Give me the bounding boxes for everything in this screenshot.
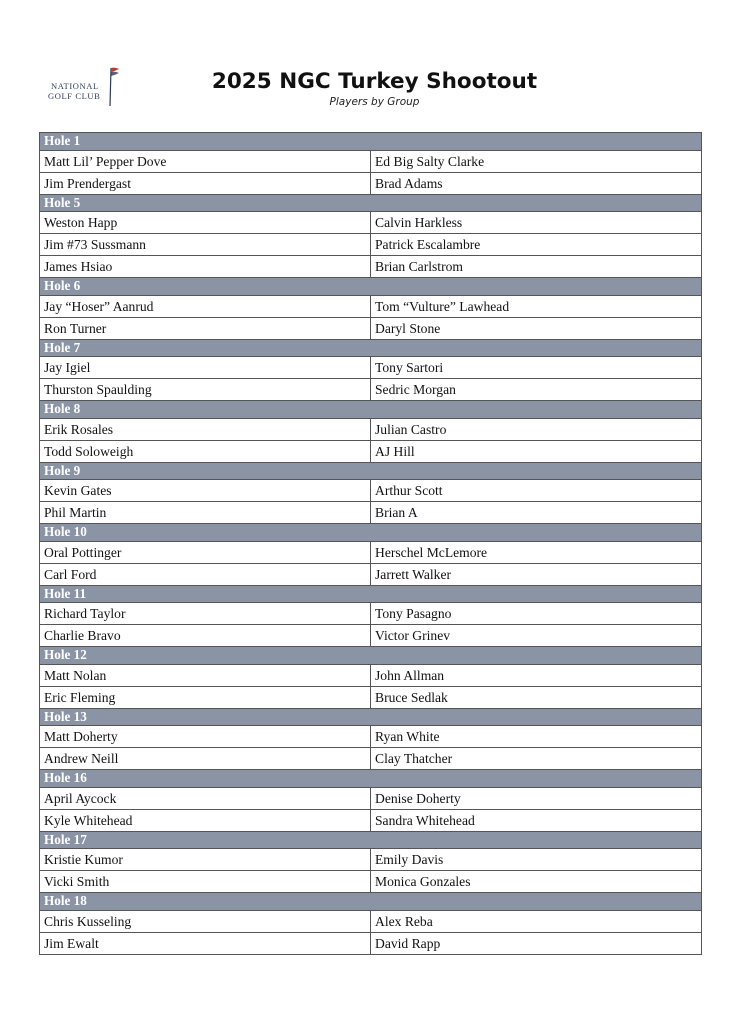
player-left: Todd Soloweigh xyxy=(40,440,371,462)
player-right: John Allman xyxy=(371,664,702,686)
player-left: Kyle Whitehead xyxy=(40,809,371,831)
player-left: Jim Ewalt xyxy=(40,932,371,954)
player-left: Jim #73 Sussmann xyxy=(40,234,371,256)
hole-label: Hole 7 xyxy=(40,339,702,357)
hole-header-row xyxy=(40,647,702,665)
player-pair-row xyxy=(40,440,702,462)
player-left: Matt Doherty xyxy=(40,726,371,748)
player-left: Chris Kusseling xyxy=(40,910,371,932)
hole-header-row xyxy=(40,585,702,603)
player-left: Erik Rosales xyxy=(40,418,371,440)
hole-label: Hole 12 xyxy=(40,647,702,665)
player-right: Ed Big Salty Clarke xyxy=(371,150,702,172)
hole-label: Hole 9 xyxy=(40,462,702,480)
hole-label: Hole 6 xyxy=(40,278,702,296)
player-pair-row xyxy=(40,563,702,585)
player-pair-row xyxy=(40,502,702,524)
player-pair-row xyxy=(40,379,702,401)
player-right: Jarrett Walker xyxy=(371,563,702,585)
player-right: Calvin Harkless xyxy=(371,212,702,234)
player-right: Tom “Vulture” Lawhead xyxy=(371,295,702,317)
player-pair-row xyxy=(40,418,702,440)
hole-header-row xyxy=(40,401,702,419)
player-pair-row xyxy=(40,317,702,339)
player-left: Matt Lil’ Pepper Dove xyxy=(40,150,371,172)
player-right: Brian A xyxy=(371,502,702,524)
hole-label: Hole 18 xyxy=(40,893,702,911)
player-pair-row xyxy=(40,603,702,625)
groups-table xyxy=(39,132,702,955)
hole-header-row xyxy=(40,194,702,212)
player-left: Andrew Neill xyxy=(40,748,371,770)
player-pair-row xyxy=(40,150,702,172)
player-left: Carl Ford xyxy=(40,563,371,585)
player-pair-row xyxy=(40,871,702,893)
hole-label: Hole 13 xyxy=(40,708,702,726)
player-pair-row xyxy=(40,625,702,647)
player-right: Ryan White xyxy=(371,726,702,748)
hole-header-row xyxy=(40,462,702,480)
player-left: Richard Taylor xyxy=(40,603,371,625)
player-right: Bruce Sedlak xyxy=(371,686,702,708)
player-left: Jay “Hoser” Aanrud xyxy=(40,295,371,317)
player-pair-row xyxy=(40,172,702,194)
player-right: Monica Gonzales xyxy=(371,871,702,893)
player-pair-row xyxy=(40,212,702,234)
player-pair-row xyxy=(40,787,702,809)
player-left: April Aycock xyxy=(40,787,371,809)
player-left: Kristie Kumor xyxy=(40,849,371,871)
hole-header-row xyxy=(40,278,702,296)
player-left: Vicki Smith xyxy=(40,871,371,893)
hole-header-row xyxy=(40,708,702,726)
player-left: Ron Turner xyxy=(40,317,371,339)
player-pair-row xyxy=(40,295,702,317)
page-title: 2025 NGC Turkey Shootout xyxy=(211,69,538,94)
hole-label: Hole 8 xyxy=(40,401,702,419)
player-right: Tony Sartori xyxy=(371,357,702,379)
player-left: Kevin Gates xyxy=(40,480,371,502)
player-pair-row xyxy=(40,849,702,871)
hole-label: Hole 10 xyxy=(40,524,702,542)
player-right: Patrick Escalambre xyxy=(371,234,702,256)
player-pair-row xyxy=(40,932,702,954)
player-right: Brian Carlstrom xyxy=(371,256,702,278)
player-right: Alex Reba xyxy=(371,910,702,932)
player-pair-row xyxy=(40,686,702,708)
player-left: Charlie Bravo xyxy=(40,625,371,647)
player-left: Jay Igiel xyxy=(40,357,371,379)
hole-header-row xyxy=(40,831,702,849)
player-right: AJ Hill xyxy=(371,440,702,462)
player-left: Oral Pottinger xyxy=(40,541,371,563)
player-right: Daryl Stone xyxy=(371,317,702,339)
player-left: Phil Martin xyxy=(40,502,371,524)
player-right: Denise Doherty xyxy=(371,787,702,809)
player-left: Thurston Spaulding xyxy=(40,379,371,401)
hole-label: Hole 11 xyxy=(40,585,702,603)
logo-text-golf-club: GOLF CLUB xyxy=(48,91,101,101)
player-pair-row xyxy=(40,809,702,831)
hole-label: Hole 1 xyxy=(40,133,702,151)
player-right: Victor Grinev xyxy=(371,625,702,647)
player-pair-row xyxy=(40,726,702,748)
player-pair-row xyxy=(40,541,702,563)
hole-header-row xyxy=(40,893,702,911)
player-pair-row xyxy=(40,480,702,502)
player-left: Weston Happ xyxy=(40,212,371,234)
player-pair-row xyxy=(40,234,702,256)
player-pair-row xyxy=(40,256,702,278)
player-right: Sandra Whitehead xyxy=(371,809,702,831)
player-pair-row xyxy=(40,664,702,686)
hole-label: Hole 16 xyxy=(40,770,702,788)
player-pair-row xyxy=(40,910,702,932)
logo-text-national: NATIONAL xyxy=(51,81,99,91)
player-right: Herschel McLemore xyxy=(371,541,702,563)
player-right: Sedric Morgan xyxy=(371,379,702,401)
hole-header-row xyxy=(40,524,702,542)
player-right: David Rapp xyxy=(371,932,702,954)
page-subtitle: Players by Group xyxy=(329,96,420,108)
player-pair-row xyxy=(40,748,702,770)
player-pair-row xyxy=(40,357,702,379)
hole-header-row xyxy=(40,339,702,357)
player-right: Brad Adams xyxy=(371,172,702,194)
player-right: Emily Davis xyxy=(371,849,702,871)
player-left: Eric Fleming xyxy=(40,686,371,708)
player-left: James Hsiao xyxy=(40,256,371,278)
hole-label: Hole 17 xyxy=(40,831,702,849)
hole-label: Hole 5 xyxy=(40,194,702,212)
hole-header-row xyxy=(40,770,702,788)
player-left: Matt Nolan xyxy=(40,664,371,686)
player-right: Julian Castro xyxy=(371,418,702,440)
hole-header-row xyxy=(40,133,702,151)
player-right: Tony Pasagno xyxy=(371,603,702,625)
player-right: Arthur Scott xyxy=(371,480,702,502)
player-right: Clay Thatcher xyxy=(371,748,702,770)
player-left: Jim Prendergast xyxy=(40,172,371,194)
